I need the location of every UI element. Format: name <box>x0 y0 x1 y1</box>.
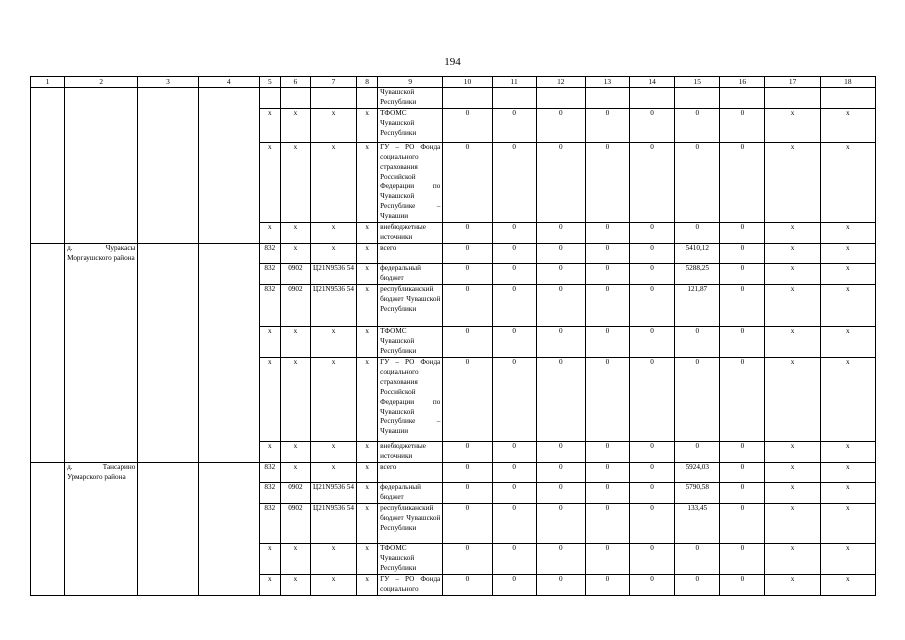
value-cell-c16: 0 <box>720 462 765 482</box>
value-cell-c10: 0 <box>443 543 492 574</box>
value-cell-c13: 0 <box>585 327 629 358</box>
value-cell-c7: x <box>310 442 356 463</box>
value-cell-c15: 0 <box>675 442 720 463</box>
source-cell: федеральный бюджет <box>378 483 443 504</box>
value-cell-c14: 0 <box>630 503 675 543</box>
header-cell: 2 <box>65 77 138 88</box>
value-cell-c8: x <box>357 358 378 442</box>
value-cell-c14: 0 <box>630 243 675 263</box>
value-cell-c8: x <box>357 462 378 482</box>
value-cell-c6: 0902 <box>280 285 310 327</box>
value-cell-c10: 0 <box>443 442 492 463</box>
header-cell: 6 <box>280 77 310 88</box>
index-cell <box>31 142 65 222</box>
table-row <box>31 462 876 482</box>
value-cell-c13: 0 <box>585 574 629 595</box>
value-cell-c7: x <box>310 108 356 142</box>
table-row <box>31 285 876 327</box>
index-cell <box>31 264 65 285</box>
header-row <box>31 77 876 88</box>
value-cell-c14: 0 <box>630 264 675 285</box>
index-cell <box>31 327 65 358</box>
value-cell-c12: 0 <box>536 285 585 327</box>
value-cell-c14: 0 <box>630 285 675 327</box>
empty-cell <box>138 264 198 285</box>
value-cell-c13: 0 <box>585 503 629 543</box>
index-cell <box>31 243 65 263</box>
empty-cell <box>198 264 259 285</box>
value-cell-c7: x <box>310 142 356 222</box>
header-cell: 16 <box>720 77 765 88</box>
value-cell-c11: 0 <box>492 543 536 574</box>
value-cell-c11: 0 <box>492 483 536 504</box>
source-cell: федеральный бюджет <box>378 264 443 285</box>
value-cell-c5: x <box>259 442 280 463</box>
source-cell: всего <box>378 243 443 263</box>
header-cell: 3 <box>138 77 198 88</box>
value-cell-c16: 0 <box>720 483 765 504</box>
object-name-cell <box>65 358 138 442</box>
empty-cell <box>198 108 259 142</box>
value-cell-c8: x <box>357 327 378 358</box>
empty-cell <box>138 462 198 482</box>
value-cell-c8: x <box>357 108 378 142</box>
empty-cell <box>138 574 198 595</box>
value-cell-c17: x <box>765 108 820 142</box>
value-cell-c5: x <box>259 574 280 595</box>
value-cell-c5: x <box>259 223 280 244</box>
value-cell-c8: x <box>357 285 378 327</box>
table-row <box>31 442 876 463</box>
value-cell-c7: Ц21N9536 54 <box>310 483 356 504</box>
value-cell-c6: x <box>280 243 310 263</box>
value-cell-c10: 0 <box>443 358 492 442</box>
value-cell-c10: 0 <box>443 574 492 595</box>
empty-cell <box>138 142 198 222</box>
source-cell: ГУ – РО Фонда социального <box>378 574 443 595</box>
empty-cell <box>138 285 198 327</box>
value-cell-c10: 0 <box>443 223 492 244</box>
table-row <box>31 108 876 142</box>
value-cell-c8: x <box>357 264 378 285</box>
empty-cell <box>198 503 259 543</box>
value-cell-c7: Ц21N9536 54 <box>310 264 356 285</box>
table-row <box>31 574 876 595</box>
table-row <box>31 264 876 285</box>
value-cell-c17: x <box>765 574 820 595</box>
value-cell-c13: 0 <box>585 285 629 327</box>
header-cell: 14 <box>630 77 675 88</box>
object-name-cell <box>65 543 138 574</box>
index-cell <box>31 442 65 463</box>
value-cell-c13: 0 <box>585 264 629 285</box>
header-cell: 4 <box>198 77 259 88</box>
value-cell-c10: 0 <box>443 462 492 482</box>
value-cell-c15: 0 <box>675 543 720 574</box>
value-cell-c6: x <box>280 574 310 595</box>
value-cell-c7: x <box>310 327 356 358</box>
table-row <box>31 327 876 358</box>
value-cell-c16: 0 <box>720 285 765 327</box>
object-name-cell <box>65 483 138 504</box>
value-cell-c18: x <box>820 285 875 327</box>
value-cell-c11: 0 <box>492 223 536 244</box>
value-cell-c11: 0 <box>492 574 536 595</box>
value-cell-c18: x <box>820 142 875 222</box>
value-cell-c11: 0 <box>492 503 536 543</box>
empty-cell <box>198 223 259 244</box>
value-cell-c12: 0 <box>536 142 585 222</box>
empty-cell <box>198 462 259 482</box>
value-cell-c12: 0 <box>536 358 585 442</box>
table-row <box>31 483 876 504</box>
header-cell: 10 <box>443 77 492 88</box>
value-cell-c12: 0 <box>536 108 585 142</box>
value-cell-c14: 0 <box>630 327 675 358</box>
value-cell-c14: 0 <box>630 543 675 574</box>
value-cell-c18: x <box>820 442 875 463</box>
value-cell-c5: 832 <box>259 503 280 543</box>
value-cell-c13: 0 <box>585 142 629 222</box>
value-cell-c18: x <box>820 543 875 574</box>
value-cell-c11: 0 <box>492 327 536 358</box>
value-cell-c5: 832 <box>259 462 280 482</box>
value-cell-c13: 0 <box>585 358 629 442</box>
value-cell-c7: Ц21N9536 54 <box>310 503 356 543</box>
header-cell: 11 <box>492 77 536 88</box>
value-cell-c5: x <box>259 142 280 222</box>
value-cell-c11: 0 <box>492 285 536 327</box>
value-cell-c12: 0 <box>536 327 585 358</box>
value-cell-c15: 0 <box>675 358 720 442</box>
value-cell-c11: 0 <box>492 358 536 442</box>
value-cell-c11: 0 <box>492 442 536 463</box>
value-cell-c12: 0 <box>536 442 585 463</box>
value-cell-c6: 0902 <box>280 503 310 543</box>
value-cell-c16: 0 <box>720 327 765 358</box>
index-cell <box>31 358 65 442</box>
source-cell: внебюджетные источники <box>378 223 443 244</box>
header-cell: 18 <box>820 77 875 88</box>
budget-table <box>30 76 876 596</box>
value-cell-c10: 0 <box>443 503 492 543</box>
value-cell-c11: 0 <box>492 142 536 222</box>
value-cell-c17: x <box>765 503 820 543</box>
empty-cell <box>138 223 198 244</box>
value-cell-c5: 832 <box>259 243 280 263</box>
table-row <box>31 243 876 263</box>
source-cell: ТФОМС Чувашской Республики <box>378 543 443 574</box>
value-cell-c15: 0 <box>675 108 720 142</box>
table-row <box>31 223 876 244</box>
value-cell-c13: 0 <box>585 108 629 142</box>
value-cell-c13: 0 <box>585 543 629 574</box>
empty-cell <box>138 543 198 574</box>
value-cell-c11: 0 <box>492 462 536 482</box>
value-cell-c16: 0 <box>720 142 765 222</box>
empty-cell <box>198 327 259 358</box>
value-cell-c13: 0 <box>585 223 629 244</box>
source-cell: Чувашской Республики <box>378 88 443 109</box>
value-cell-c18: x <box>820 358 875 442</box>
value-cell-c16: 0 <box>720 574 765 595</box>
value-cell-c17: x <box>765 442 820 463</box>
value-cell-c14: 0 <box>630 223 675 244</box>
source-cell: ГУ – РО Фонда социального страхования Российской Федерации по Чувашской Республике – Чувашии <box>378 358 443 442</box>
value-cell-c6: x <box>280 442 310 463</box>
value-cell-c6: 0902 <box>280 483 310 504</box>
value-cell-c7: x <box>310 574 356 595</box>
value-cell-c7: x <box>310 243 356 263</box>
value-cell-c6: x <box>280 543 310 574</box>
value-cell-c12: 0 <box>536 503 585 543</box>
value-cell-c17: x <box>765 223 820 244</box>
header-cell: 12 <box>536 77 585 88</box>
value-cell-c12: 0 <box>536 264 585 285</box>
index-cell <box>31 462 65 482</box>
table-row <box>31 88 876 109</box>
value-cell-c16: 0 <box>720 243 765 263</box>
object-name-cell <box>65 327 138 358</box>
empty-cell <box>198 243 259 263</box>
value-cell-c8: x <box>357 483 378 504</box>
value-cell-c8: x <box>357 243 378 263</box>
value-cell-c8: x <box>357 142 378 222</box>
value-cell-c18: x <box>820 462 875 482</box>
value-cell-c18: x <box>820 327 875 358</box>
value-cell-c11: 0 <box>492 108 536 142</box>
value-cell-c15: 121,87 <box>675 285 720 327</box>
index-cell <box>31 285 65 327</box>
object-name-cell: д. Тансарино Урмарского района <box>65 462 138 482</box>
value-cell-c18: x <box>820 574 875 595</box>
header-cell: 5 <box>259 77 280 88</box>
object-name-cell <box>65 142 138 222</box>
object-name-cell <box>65 223 138 244</box>
value-cell-c16: 0 <box>720 108 765 142</box>
value-cell-c8: x <box>357 442 378 463</box>
empty-cell <box>138 483 198 504</box>
value-cell-c7: x <box>310 358 356 442</box>
header-cell: 7 <box>310 77 356 88</box>
empty-cell <box>138 243 198 263</box>
header-cell: 8 <box>357 77 378 88</box>
object-name-cell <box>65 285 138 327</box>
value-cell-c6: x <box>280 327 310 358</box>
value-cell-c15: 133,45 <box>675 503 720 543</box>
value-cell-c16: 0 <box>720 223 765 244</box>
value-cell-c15: 5288,25 <box>675 264 720 285</box>
index-cell <box>31 574 65 595</box>
value-cell-c5: 832 <box>259 285 280 327</box>
value-cell-c8: x <box>357 574 378 595</box>
object-name-cell <box>65 264 138 285</box>
value-cell-c16: 0 <box>720 442 765 463</box>
object-name-cell <box>65 108 138 142</box>
value-cell-c5: 832 <box>259 264 280 285</box>
value-cell-c11: 0 <box>492 243 536 263</box>
value-cell-c17: x <box>765 142 820 222</box>
empty-cell <box>198 543 259 574</box>
object-name-cell <box>65 503 138 543</box>
value-cell-c5: x <box>259 108 280 142</box>
empty-cell <box>138 108 198 142</box>
value-cell-c7: Ц21N9536 54 <box>310 285 356 327</box>
value-cell-c6: x <box>280 108 310 142</box>
value-cell-c15: 5790,58 <box>675 483 720 504</box>
value-cell-c10: 0 <box>443 285 492 327</box>
value-cell-c12: 0 <box>536 223 585 244</box>
value-cell-c15: 0 <box>675 223 720 244</box>
empty-cell <box>198 358 259 442</box>
value-cell-c12: 0 <box>536 243 585 263</box>
value-cell-c13: 0 <box>585 462 629 482</box>
value-cell-c17: x <box>765 462 820 482</box>
value-cell-c15: 5410,12 <box>675 243 720 263</box>
value-cell-c14: 0 <box>630 574 675 595</box>
source-cell: ТФОМС Чувашской Республики <box>378 108 443 142</box>
empty-cell <box>198 483 259 504</box>
value-cell-c10: 0 <box>443 327 492 358</box>
value-cell-c17: x <box>765 243 820 263</box>
value-cell-c14: 0 <box>630 108 675 142</box>
value-cell-c16: 0 <box>720 543 765 574</box>
value-cell-c5: x <box>259 358 280 442</box>
value-cell-c17: x <box>765 327 820 358</box>
value-cell-c6: x <box>280 462 310 482</box>
value-cell-c7: x <box>310 462 356 482</box>
index-cell <box>31 503 65 543</box>
value-cell-c8: x <box>357 503 378 543</box>
value-cell-c15: 0 <box>675 327 720 358</box>
value-cell-c6: x <box>280 142 310 222</box>
empty-cell <box>198 442 259 463</box>
header-cell: 9 <box>378 77 443 88</box>
index-cell <box>31 483 65 504</box>
value-cell-c16: 0 <box>720 503 765 543</box>
value-cell-c10: 0 <box>443 243 492 263</box>
value-cell-c17: x <box>765 483 820 504</box>
table-row <box>31 142 876 222</box>
empty-cell <box>138 503 198 543</box>
value-cell-c18: x <box>820 503 875 543</box>
empty-cell <box>198 285 259 327</box>
empty-cell <box>138 358 198 442</box>
source-cell: внебюджетные источники <box>378 442 443 463</box>
source-cell: ТФОМС Чувашской Республики <box>378 327 443 358</box>
value-cell-c15: 0 <box>675 574 720 595</box>
source-cell: всего <box>378 462 443 482</box>
value-cell-c13: 0 <box>585 442 629 463</box>
header-cell: 13 <box>585 77 629 88</box>
value-cell-c7: x <box>310 543 356 574</box>
header-cell: 1 <box>31 77 65 88</box>
header-cell: 15 <box>675 77 720 88</box>
header-cell: 17 <box>765 77 820 88</box>
empty-cell <box>198 142 259 222</box>
value-cell-c14: 0 <box>630 358 675 442</box>
value-cell-c12: 0 <box>536 462 585 482</box>
value-cell-c14: 0 <box>630 442 675 463</box>
value-cell-c12: 0 <box>536 483 585 504</box>
value-cell-c18: x <box>820 108 875 142</box>
value-cell-c17: x <box>765 285 820 327</box>
value-cell-c7: x <box>310 223 356 244</box>
value-cell-c5: x <box>259 327 280 358</box>
empty-cell <box>138 442 198 463</box>
value-cell-c14: 0 <box>630 142 675 222</box>
index-cell <box>31 543 65 574</box>
value-cell-c18: x <box>820 264 875 285</box>
index-cell <box>31 223 65 244</box>
page-number: 194 <box>444 56 461 68</box>
value-cell-c10: 0 <box>443 264 492 285</box>
value-cell-c8: x <box>357 543 378 574</box>
value-cell-c11: 0 <box>492 264 536 285</box>
value-cell-c12: 0 <box>536 543 585 574</box>
value-cell-c17: x <box>765 358 820 442</box>
value-cell-c13: 0 <box>585 243 629 263</box>
value-cell-c18: x <box>820 223 875 244</box>
value-cell-c15: 0 <box>675 142 720 222</box>
source-cell: ГУ – РО Фонда социального страхования Российской Федерации по Чувашской Республике – Чувашии <box>378 142 443 222</box>
object-name-cell <box>65 442 138 463</box>
value-cell-c13: 0 <box>585 483 629 504</box>
value-cell-c16: 0 <box>720 358 765 442</box>
value-cell-c6: 0902 <box>280 264 310 285</box>
table-row <box>31 543 876 574</box>
value-cell-c10: 0 <box>443 108 492 142</box>
value-cell-c10: 0 <box>443 142 492 222</box>
value-cell-c18: x <box>820 483 875 504</box>
table-row <box>31 358 876 442</box>
index-cell <box>31 108 65 142</box>
value-cell-c14: 0 <box>630 483 675 504</box>
value-cell-c6: x <box>280 358 310 442</box>
source-cell: республиканский бюджет Чувашской Республики <box>378 285 443 327</box>
empty-cell <box>138 327 198 358</box>
value-cell-c6: x <box>280 223 310 244</box>
value-cell-c15: 5924,03 <box>675 462 720 482</box>
value-cell-c14: 0 <box>630 462 675 482</box>
value-cell-c5: x <box>259 543 280 574</box>
empty-cell <box>198 574 259 595</box>
value-cell-c8: x <box>357 223 378 244</box>
value-cell-c17: x <box>765 543 820 574</box>
value-cell-c5: 832 <box>259 483 280 504</box>
source-cell: республиканский бюджет Чувашской Республики <box>378 503 443 543</box>
value-cell-c16: 0 <box>720 264 765 285</box>
value-cell-c18: x <box>820 243 875 263</box>
value-cell-c17: x <box>765 264 820 285</box>
value-cell-c10: 0 <box>443 483 492 504</box>
object-name-cell: д. Чуракасы Моргаушского района <box>65 243 138 263</box>
table-row <box>31 503 876 543</box>
object-name-cell <box>65 574 138 595</box>
value-cell-c12: 0 <box>536 574 585 595</box>
